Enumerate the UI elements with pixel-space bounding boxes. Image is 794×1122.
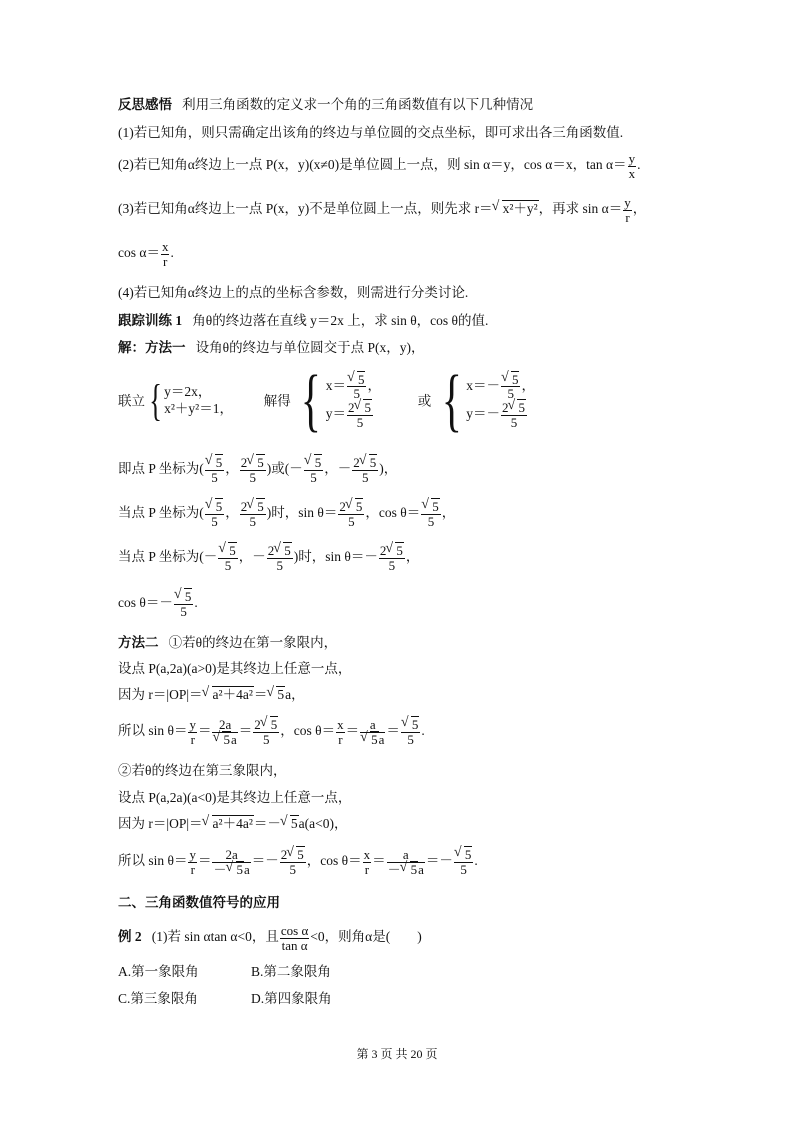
option-b: B.第二象限角	[251, 964, 331, 979]
r1-radicand: a²＋4a²	[212, 687, 253, 702]
system-eq1: y＝2x，	[164, 384, 212, 400]
lianli-label: 联立	[118, 393, 145, 409]
practice-heading: 跟踪训练 1	[118, 313, 183, 328]
r1-tail: a，	[285, 687, 305, 702]
frac-cos-over-tan	[280, 924, 309, 952]
system-eq2: x²＋y²＝1，	[164, 401, 233, 416]
sol2-set1: 设点 P(a,2a)(a>0)是其终边上任意一点，	[118, 661, 352, 676]
sol2-so3: 所以 sin θ＝ $\frac{y}{r}$ ＝ $\frac{2a}{-√ 5a}$ ＝－ $\frac{2√ 5}{5}$ ，cos θ＝ $\frac{x}{r}$ ＝ $\frac{a}{-√ 5a}$ ＝－ √ $\frac{5}{5}$ .	[118, 848, 478, 876]
example2-heading: 例 2	[118, 929, 142, 945]
example2-stem-a: (1)若 sin αtan α<0，且	[151, 929, 279, 945]
reflect-p3-text: (3)若已知角α终边上一点 P(x，y)不是单位圆上一点，则先求 r＝	[118, 201, 493, 217]
brace-icon: {	[149, 376, 162, 425]
frac-num: y	[624, 195, 631, 210]
brace-icon: {	[441, 362, 462, 439]
reflect-p3: (3)若已知角α终边上一点 P(x，y)不是单位圆上一点，则先求 r＝√ x²＋y²，再求 sin α＝ $\frac{y}{r}$ ，	[118, 196, 646, 224]
reflect-heading: 反思感悟	[118, 97, 172, 112]
sol1-heading: 解：方法一	[118, 340, 186, 355]
reflect-p2: (2)若已知角α终边上一点 P(x，y)(x≠0)是单位圆上一点，则 sin α＝y，cos α＝x，tan α＝ $\frac{y}{x}$ .	[118, 151, 641, 181]
reflect-p3-text2: ，再求 sin α＝	[538, 201, 623, 217]
huo-label: 或	[417, 393, 432, 409]
solution-system-2: x＝－ √ $\frac{5}{5}$ ， y＝－ $\frac{2√ 5}{5}$	[466, 373, 535, 430]
option-c: C.第三象限角	[118, 991, 198, 1006]
sol1-intro: 设角θ的终边与单位圆交于点 P(x，y)，	[195, 340, 425, 355]
example2-stem-b: <0，则角α是( )	[310, 929, 422, 945]
so1-label: 所以 sin θ＝	[118, 723, 188, 739]
section2-title: 二、三角函数值符号的应用	[118, 895, 280, 910]
r1-label: 因为 r＝|OP|＝	[118, 687, 203, 702]
frac-x-over-r	[161, 240, 170, 268]
reflect-p3-cos: cos α＝	[118, 245, 160, 261]
frac-num: cos α	[280, 923, 309, 938]
example2-line	[118, 924, 422, 952]
case2-label: 当点 P 坐标为	[118, 549, 200, 565]
reflect-p2-text: (2)若已知角α终边上一点 P(x，y)(x≠0)是单位圆上一点，则 sin α＝y，cos α＝x，tan α＝	[118, 157, 627, 173]
sol1-line	[118, 341, 424, 355]
radicand: x²＋y²	[502, 201, 538, 217]
case2-line: 当点 P 坐标为(－ √ $\frac{5}{5}$ ，－ $\frac{2√ 5}{5}$ )时，sin θ＝－ $\frac{2√ 5}{5}$ ，	[118, 544, 419, 572]
sol2-set3: 设点 P(a,2a)(a<0)是其终边上任意一点，	[118, 790, 352, 805]
frac-num: y	[628, 151, 636, 166]
system-line	[118, 362, 535, 439]
r3-radicand: a²＋4a²	[212, 816, 253, 831]
shi-label: 时，	[298, 549, 326, 565]
frac-y-over-x	[628, 152, 637, 180]
reflect-p1: (1)若已知角，则只需确定出该角的终边与单位圆的交点坐标，即可求出各三角函数值.	[118, 125, 624, 140]
r3-tail: a(a<0)，	[298, 816, 348, 831]
frac-den: x	[628, 165, 636, 181]
option-a: A.第一象限角	[118, 964, 199, 979]
p-coords-line: 即点 P 坐标为( √ $\frac{5}{5}$ ， $\frac{2√ 5}{5}$ )或(－ √ $\frac{5}{5}$ ，－ $\frac{2√ 5}{5}$ )，	[118, 456, 397, 484]
reflect-p4: (4)若已知角α终边上的点的坐标含参数，则需进行分类讨论.	[118, 285, 469, 300]
r1-eq: ＝	[253, 687, 268, 702]
sol2-r1: 因为 r＝|OP|＝√ a²＋4a²＝√ 5a，	[118, 688, 305, 702]
page-footer: 第 3 页 共 20 页	[356, 1047, 438, 1061]
sol2-heading: 方法二	[118, 635, 159, 650]
frac-den: tan α	[281, 937, 308, 953]
sol2-r3: 因为 r＝|OP|＝√ a²＋4a²＝－√ 5a(a<0)，	[118, 817, 347, 831]
brace-icon: {	[300, 362, 321, 439]
practice-question: 角θ的终边落在直线 y＝2x 上，求 sin θ，cos θ的值.	[192, 313, 489, 328]
reflect-p3-cont: cos α＝ $\frac{x}{r}$ .	[118, 239, 174, 269]
cos-last-line: cos θ＝－ √ $\frac{5}{5}$ .	[118, 590, 198, 618]
options-row-1	[118, 965, 331, 979]
frac-y-over-r	[623, 196, 632, 224]
equation-system	[164, 384, 233, 418]
options-row-2	[118, 992, 332, 1006]
reflect-line	[118, 98, 533, 112]
sol2-q3: ②若θ的终边在第三象限内，	[118, 763, 287, 778]
reflect-intro: 利用三角函数的定义求一个角的三角函数值有以下几种情况	[182, 97, 534, 112]
solution-system-1: x＝ √ $\frac{5}{5}$ ， y＝ $\frac{2√ 5}{5}$	[326, 373, 381, 430]
shi-label: 时，	[271, 505, 299, 521]
case1-line: 当点 P 坐标为( √ $\frac{5}{5}$ ， $\frac{2√ 5}{5}$ )时，sin θ＝ $\frac{2√ 5}{5}$ ，cos θ＝ √ $\frac{5}{5}$ ，	[118, 500, 455, 528]
so3-label: 所以 sin θ＝	[118, 853, 188, 869]
frac-den: r	[625, 209, 630, 225]
sol2-line	[118, 636, 337, 650]
jiede-label: 解得	[263, 393, 291, 409]
sol2-so1: 所以 sin θ＝ $\frac{y}{r}$ ＝ 2a √ 5a ＝ $\frac{2√ 5}{5}$ ，cos θ＝ $\frac{x}{r}$ ＝ a √ 5a ＝ √ $\frac{5}{5}$ .	[118, 718, 425, 746]
frac-den: r	[163, 253, 168, 269]
r3-eq: ＝－	[253, 816, 281, 831]
r3-label: 因为 r＝|OP|＝	[118, 816, 203, 831]
practice-line	[118, 314, 488, 328]
sqrt-x2y2	[493, 202, 539, 216]
case1-label: 当点 P 坐标为	[118, 505, 200, 521]
p-coords-label: 即点 P 坐标为	[118, 461, 200, 477]
cos-last-label: cos θ＝－	[118, 595, 173, 611]
option-d: D.第四象限角	[251, 991, 332, 1006]
sol2-q1: ①若θ的终边在第一象限内，	[168, 635, 338, 650]
frac-num: x	[161, 239, 169, 254]
